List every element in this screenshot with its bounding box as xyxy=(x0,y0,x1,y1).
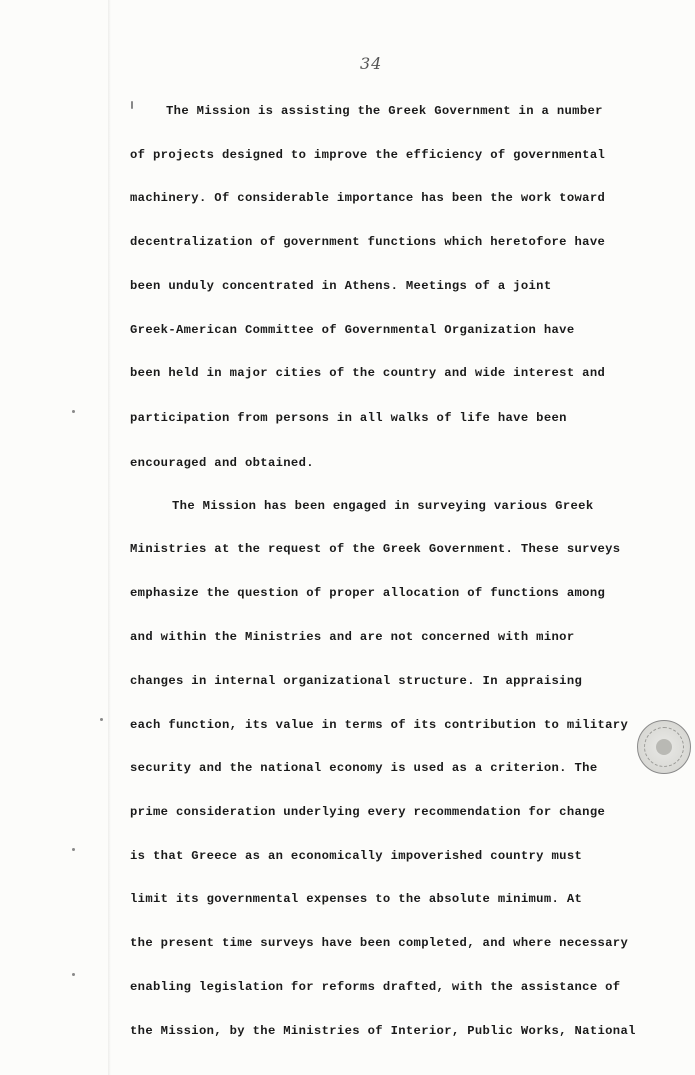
page-edge-shadow xyxy=(108,0,111,1075)
text-line: participation from persons in all walks of life have been xyxy=(130,411,567,425)
archive-stamp-core xyxy=(656,739,672,755)
text-line: the present time surveys have been completed, and where necessary xyxy=(130,936,629,950)
paper-speck xyxy=(100,718,103,721)
text-line: machinery. Of considerable importance has been the work toward xyxy=(130,191,606,205)
paper-mark xyxy=(131,101,133,109)
text-line: encouraged and obtained. xyxy=(130,456,314,470)
text-line: The Mission has been engaged in surveying various Greek xyxy=(172,499,594,513)
text-line: enabling legislation for reforms drafted, with the assistance of xyxy=(130,980,621,994)
text-line: and within the Ministries and are not concerned with minor xyxy=(130,630,575,644)
text-line: prime consideration underlying every recommendation for change xyxy=(130,805,606,819)
text-line: changes in internal organizational structure. In appraising xyxy=(130,674,583,688)
text-line: the Mission, by the Ministries of Interior, Public Works, National xyxy=(130,1024,636,1038)
text-line: each function, its value in terms of its contribution to military xyxy=(130,718,629,732)
text-line: decentralization of government functions which heretofore have xyxy=(130,235,606,249)
text-line: been held in major cities of the country and wide interest and xyxy=(130,366,606,380)
page-number: 34 xyxy=(360,54,383,73)
text-line: Greek-American Committee of Governmental Organization have xyxy=(130,323,575,337)
archive-stamp xyxy=(637,720,691,774)
text-line: of projects designed to improve the efficiency of governmental xyxy=(130,148,606,162)
paper-speck xyxy=(72,848,75,851)
text-line: is that Greece as an economically impoverished country must xyxy=(130,849,583,863)
archive-stamp-ring xyxy=(644,727,684,767)
text-line: limit its governmental expenses to the absolute minimum. At xyxy=(130,892,583,906)
paper-speck xyxy=(72,973,75,976)
text-line: security and the national economy is used as a criterion. The xyxy=(130,761,598,775)
text-line: Ministries at the request of the Greek Government. These surveys xyxy=(130,542,621,556)
paper-speck xyxy=(72,410,75,413)
text-line: The Mission is assisting the Greek Government in a number xyxy=(166,104,603,118)
text-line: emphasize the question of proper allocation of functions among xyxy=(130,586,606,600)
text-line: been unduly concentrated in Athens. Meetings of a joint xyxy=(130,279,552,293)
